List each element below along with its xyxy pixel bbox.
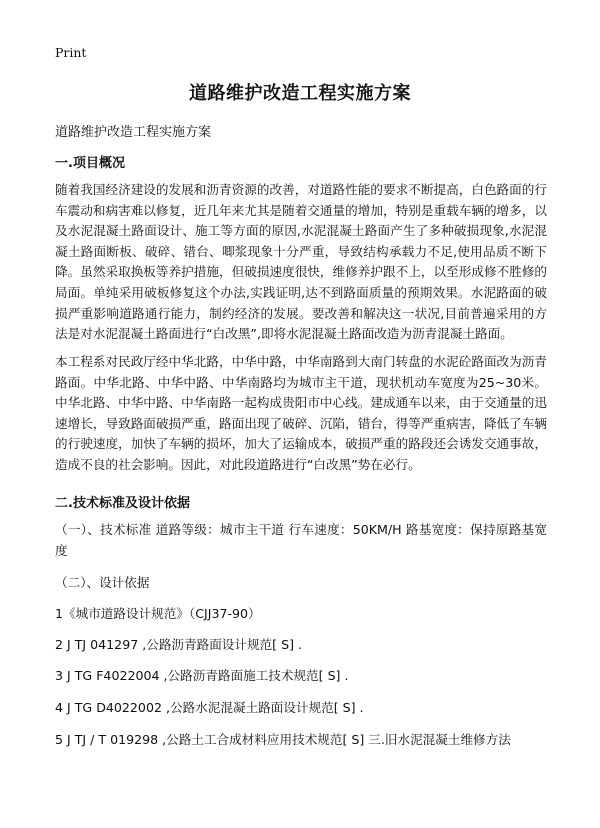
reference-item-2: 2 J TJ 041297 ,公路沥青路面设计规范[ S] . xyxy=(55,637,302,652)
overview-paragraph-2: 本工程系对民政厅经中华北路，中华中路，中华南路到大南门转盘的水泥砼路面改为沥青路面。中华北路、中华中路、中华南路均为城市主干道，现状机动车宽度为25~30米。中华北路、中华中路、中华南路一起构成贵阳市中心线。建成通车以来，由于交通量的迅速增长，导致路面破损严重，路面出现了破碎、沉陷，错台，得等严重病害，降低了车辆的行驶速度，加快了车辆的损坏，加大了运输成本，破损严重的路段还会诱发交通事故，造成不良的社会影响。因此，对此段道路进行“白改黑”势在必行。 xyxy=(55,354,547,472)
technical-standard-paragraph: （一）、技术标准 道路等级：城市主干道 行车速度：50KM/H 路基宽度：保持原路基宽度 xyxy=(55,522,547,558)
section-heading-overview: 一.项目概况 xyxy=(55,156,125,171)
document-subtitle: 道路维护改造工程实施方案 xyxy=(55,125,212,140)
reference-item-5: 5 J TJ / T 019298 ,公路土工合成材料应用技术规范[ S] 三.旧水泥混凝土维修方法 xyxy=(55,732,511,747)
design-basis-subheading: （二）、设计依据 xyxy=(55,575,150,590)
page-title: 道路维护改造工程实施方案 xyxy=(189,83,411,104)
print-link[interactable]: Print xyxy=(55,45,87,60)
reference-item-4: 4 J TG D4022002 ,公路水泥混凝土路面设计规范[ S] . xyxy=(55,700,364,715)
section-heading-standards: 二.技术标准及设计依据 xyxy=(55,496,190,511)
reference-item-3: 3 J TG F4022004 ,公路沥青路面施工技术规范[ S] . xyxy=(55,668,349,683)
overview-paragraph-1: 随着我国经济建设的发展和沥青资源的改善，对道路性能的要求不断提高，白色路面的行车震动和病害难以修复，近几年来尤其是随着交通量的增加，特别是重载车辆的增多，以及水泥混凝土路面设计、施工等方面的原因,水泥混凝土路面产生了多种破损现象,水泥混凝土路面断板、破碎、错台、唧浆现象十分严重，导致结构承载力不足,使用品质不断下降。虽然采取换板等养护措施，但破损速度很快，维修养护跟不上，以至形成修不胜修的局面。单纯采用破板修复这个办法,实践证明,达不到路面质量的预期效果。水泥路面的破损严重影响道路通行能力，制约经济的发展。要改善和解决这一状况,目前普遍采用的方法是对水泥混凝土路面进行“白改黑”,即将水泥混凝土路面改造为沥青混凝土路面。 xyxy=(55,182,547,342)
reference-item-1: 1《城市道路设计规范》（CJJ37-90） xyxy=(55,606,261,621)
